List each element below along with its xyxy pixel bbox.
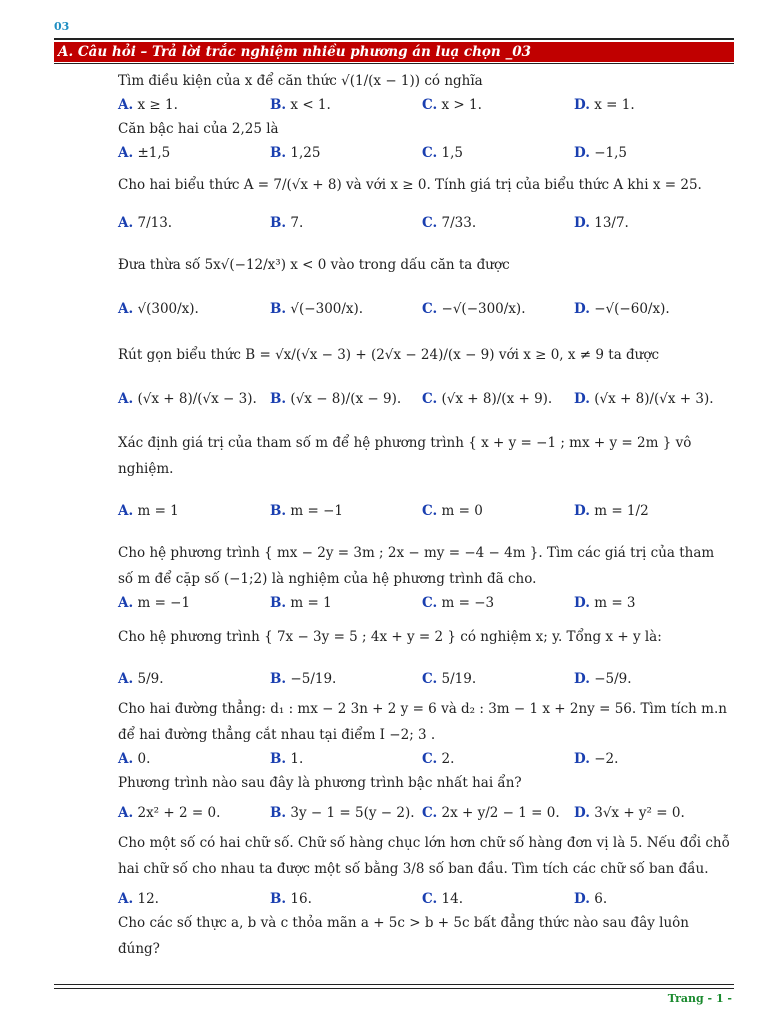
option-value: 2x + y/2 − 1 = 0.: [441, 805, 560, 821]
option-value: −√(−300/x).: [441, 301, 526, 317]
option-row: [118, 592, 733, 614]
option-row: [118, 388, 733, 410]
option-value: m = 3: [594, 595, 636, 611]
option-d: [574, 748, 726, 770]
option-c: [422, 748, 574, 770]
option-a: [118, 748, 270, 770]
footer-rule-top: [54, 984, 734, 985]
option-b: [270, 888, 422, 910]
option-value: 2x² + 2 = 0.: [137, 805, 221, 821]
option-label: A.: [118, 805, 134, 821]
option-value: 13/7.: [594, 215, 629, 231]
option-label: B.: [270, 301, 287, 317]
option-label: A.: [118, 503, 134, 519]
option-label: C.: [422, 751, 438, 767]
option-value: 16.: [290, 891, 312, 907]
question-5: [118, 342, 733, 410]
option-a: [118, 500, 270, 522]
option-value: ±1,5: [137, 145, 171, 161]
question-3: [118, 172, 733, 234]
option-value: x ≥ 1.: [137, 97, 178, 113]
option-value: (√x + 8)/(√x + 3).: [594, 391, 714, 407]
option-c: [422, 592, 574, 614]
question-6: [118, 430, 733, 522]
option-value: m = 1: [290, 595, 332, 611]
option-b: [270, 388, 422, 410]
option-row: [118, 298, 733, 320]
question-list: [118, 66, 733, 962]
option-label: B.: [270, 671, 287, 687]
option-label: C.: [422, 805, 438, 821]
option-row: [118, 802, 733, 824]
option-label: D.: [574, 503, 590, 519]
option-label: C.: [422, 503, 438, 519]
option-b: [270, 212, 422, 234]
option-value: x < 1.: [290, 97, 331, 113]
option-b: [270, 142, 422, 164]
option-value: −5/19.: [290, 671, 337, 687]
option-label: D.: [574, 751, 590, 767]
option-label: B.: [270, 595, 287, 611]
header-rule-bottom: [54, 63, 734, 64]
option-b: [270, 802, 422, 824]
option-value: 7/13.: [137, 215, 173, 231]
option-a: [118, 592, 270, 614]
question-text: Cho hệ phương trình { mx − 2y = 3m ; 2x − my = −4 − 4m }. Tìm các giá trị của tham số m để cặp số (−1;2) là nghiệm của hệ phương trình đã cho.: [118, 545, 715, 587]
option-a: [118, 298, 270, 320]
option-label: D.: [574, 215, 590, 231]
question-7: [118, 540, 733, 614]
option-c: [422, 142, 574, 164]
option-value: m = −3: [441, 595, 495, 611]
question-text: Cho hai biểu thức A = 7/(√x + 8) và với x ≥ 0. Tính giá trị của biểu thức A khi x = 25.: [118, 177, 702, 193]
option-label: C.: [422, 97, 438, 113]
option-a: [118, 668, 270, 690]
option-label: D.: [574, 391, 590, 407]
option-value: 0.: [137, 751, 151, 767]
option-label: B.: [270, 503, 287, 519]
option-row: [118, 888, 733, 910]
option-a: [118, 388, 270, 410]
option-label: D.: [574, 805, 590, 821]
option-label: A.: [118, 671, 134, 687]
question-8: [118, 624, 733, 690]
option-label: B.: [270, 145, 287, 161]
question-11: [118, 830, 733, 910]
option-b: [270, 592, 422, 614]
question-12: [118, 910, 733, 962]
option-c: [422, 500, 574, 522]
option-value: −5/9.: [594, 671, 632, 687]
option-label: C.: [422, 391, 438, 407]
option-value: (√x + 8)/(x + 9).: [441, 391, 553, 407]
question-4: [118, 252, 733, 320]
option-value: (√x + 8)/(√x − 3).: [137, 391, 257, 407]
question-text: Xác định giá trị của tham số m để hệ phương trình { x + y = −1 ; mx + y = 2m } vô nghiệm.: [118, 435, 692, 477]
question-text: Rút gọn biểu thức B = √x/(√x − 3) + (2√x − 24)/(x − 9) với x ≥ 0, x ≠ 9 ta được: [118, 347, 660, 363]
option-row: [118, 748, 733, 770]
option-c: [422, 802, 574, 824]
option-value: 5/19.: [441, 671, 477, 687]
option-label: D.: [574, 671, 590, 687]
option-row: [118, 94, 733, 116]
option-value: −2.: [594, 751, 619, 767]
option-label: B.: [270, 391, 287, 407]
option-d: [574, 298, 726, 320]
option-value: 2.: [441, 751, 455, 767]
option-row: [118, 212, 733, 234]
option-label: C.: [422, 301, 438, 317]
option-value: 7.: [290, 215, 304, 231]
option-c: [422, 94, 574, 116]
option-label: A.: [118, 215, 134, 231]
option-row: [118, 142, 733, 164]
question-text: Cho một số có hai chữ số. Chữ số hàng chục lớn hơn chữ số hàng đơn vị là 5. Nếu đổi chỗ hai chữ số cho nhau ta được một số bằng 3/8 số ban đầu. Tìm tích các chữ số ban đầu.: [118, 835, 730, 877]
option-label: A.: [118, 751, 134, 767]
option-label: C.: [422, 595, 438, 611]
option-d: [574, 668, 726, 690]
option-value: 7/33.: [441, 215, 477, 231]
option-label: D.: [574, 595, 590, 611]
option-a: [118, 94, 270, 116]
option-value: 3√x + y² = 0.: [594, 805, 685, 821]
footer-rule-bottom: [54, 988, 734, 989]
option-d: [574, 142, 726, 164]
option-a: [118, 802, 270, 824]
option-value: 1.: [290, 751, 304, 767]
option-value: −√(−60/x).: [594, 301, 670, 317]
question-text: Cho hai đường thẳng: d₁ : mx − 2 3n + 2 y = 6 và d₂ : 3m − 1 x + 2ny = 56. Tìm tích m.n để hai đường thẳng cắt nhau tại điểm I −2; 3 .: [118, 701, 727, 743]
option-label: D.: [574, 891, 590, 907]
option-value: √(−300/x).: [290, 301, 364, 317]
option-b: [270, 298, 422, 320]
option-label: A.: [118, 595, 134, 611]
option-c: [422, 212, 574, 234]
option-label: B.: [270, 215, 287, 231]
question-text: Căn bậc hai của 2,25 là: [118, 121, 279, 137]
option-value: 5/9.: [137, 671, 164, 687]
option-label: B.: [270, 891, 287, 907]
option-value: −1,5: [594, 145, 628, 161]
option-d: [574, 888, 726, 910]
option-d: [574, 388, 726, 410]
option-value: 1,25: [290, 145, 321, 161]
option-label: B.: [270, 97, 287, 113]
option-label: A.: [118, 97, 134, 113]
option-label: C.: [422, 215, 438, 231]
question-10: [118, 770, 733, 824]
question-text: Cho hệ phương trình { 7x − 3y = 5 ; 4x + y = 2 } có nghiệm x; y. Tổng x + y là:: [118, 629, 662, 645]
option-label: B.: [270, 805, 287, 821]
option-label: A.: [118, 891, 134, 907]
option-c: [422, 298, 574, 320]
option-row: [118, 668, 733, 690]
question-1: [118, 68, 733, 116]
option-value: m = 0: [441, 503, 483, 519]
option-value: m = 1/2: [594, 503, 649, 519]
option-row: [118, 500, 733, 522]
question-text: Cho các số thực a, b và c thỏa mãn a + 5c > b + 5c bất đẳng thức nào sau đây luôn đúng?: [118, 915, 690, 957]
option-b: [270, 668, 422, 690]
option-c: [422, 668, 574, 690]
option-label: C.: [422, 145, 438, 161]
option-d: [574, 592, 726, 614]
option-a: [118, 142, 270, 164]
option-value: x > 1.: [441, 97, 482, 113]
option-label: C.: [422, 891, 438, 907]
option-a: [118, 888, 270, 910]
option-value: √(300/x).: [137, 301, 199, 317]
question-9: [118, 696, 733, 770]
option-value: 14.: [441, 891, 463, 907]
option-label: A.: [118, 145, 134, 161]
option-label: D.: [574, 97, 590, 113]
option-d: [574, 802, 726, 824]
option-value: 6.: [594, 891, 608, 907]
option-a: [118, 212, 270, 234]
footer-page-label: Trang - 1 -: [667, 992, 732, 1005]
option-value: m = −1: [290, 503, 344, 519]
option-value: 12.: [137, 891, 159, 907]
option-label: D.: [574, 301, 590, 317]
question-text: Tìm điều kiện của x để căn thức √(1/(x − 1)) có nghĩa: [118, 73, 483, 89]
option-label: B.: [270, 751, 287, 767]
page-number: 03: [54, 20, 70, 33]
option-label: A.: [118, 301, 134, 317]
option-value: m = 1: [137, 503, 179, 519]
option-value: 1,5: [441, 145, 463, 161]
option-value: 3y − 1 = 5(y − 2).: [290, 805, 415, 821]
section-title: A. Câu hỏi – Trả lời trắc nghiệm nhiều phương án luạ chọn _03: [54, 42, 734, 62]
option-d: [574, 94, 726, 116]
option-b: [270, 94, 422, 116]
option-b: [270, 748, 422, 770]
option-label: A.: [118, 391, 134, 407]
option-label: C.: [422, 671, 438, 687]
option-d: [574, 212, 726, 234]
option-value: x = 1.: [594, 97, 635, 113]
option-c: [422, 888, 574, 910]
header-rule-top: [54, 38, 734, 40]
option-value: m = −1: [137, 595, 191, 611]
option-b: [270, 500, 422, 522]
question-text: Phương trình nào sau đây là phương trình bậc nhất hai ẩn?: [118, 775, 522, 791]
option-d: [574, 500, 726, 522]
question-text: Đưa thừa số 5x√(−12/x³) x < 0 vào trong dấu căn ta được: [118, 257, 510, 273]
question-2: [118, 116, 733, 164]
option-label: D.: [574, 145, 590, 161]
option-c: [422, 388, 574, 410]
option-value: (√x − 8)/(x − 9).: [290, 391, 402, 407]
